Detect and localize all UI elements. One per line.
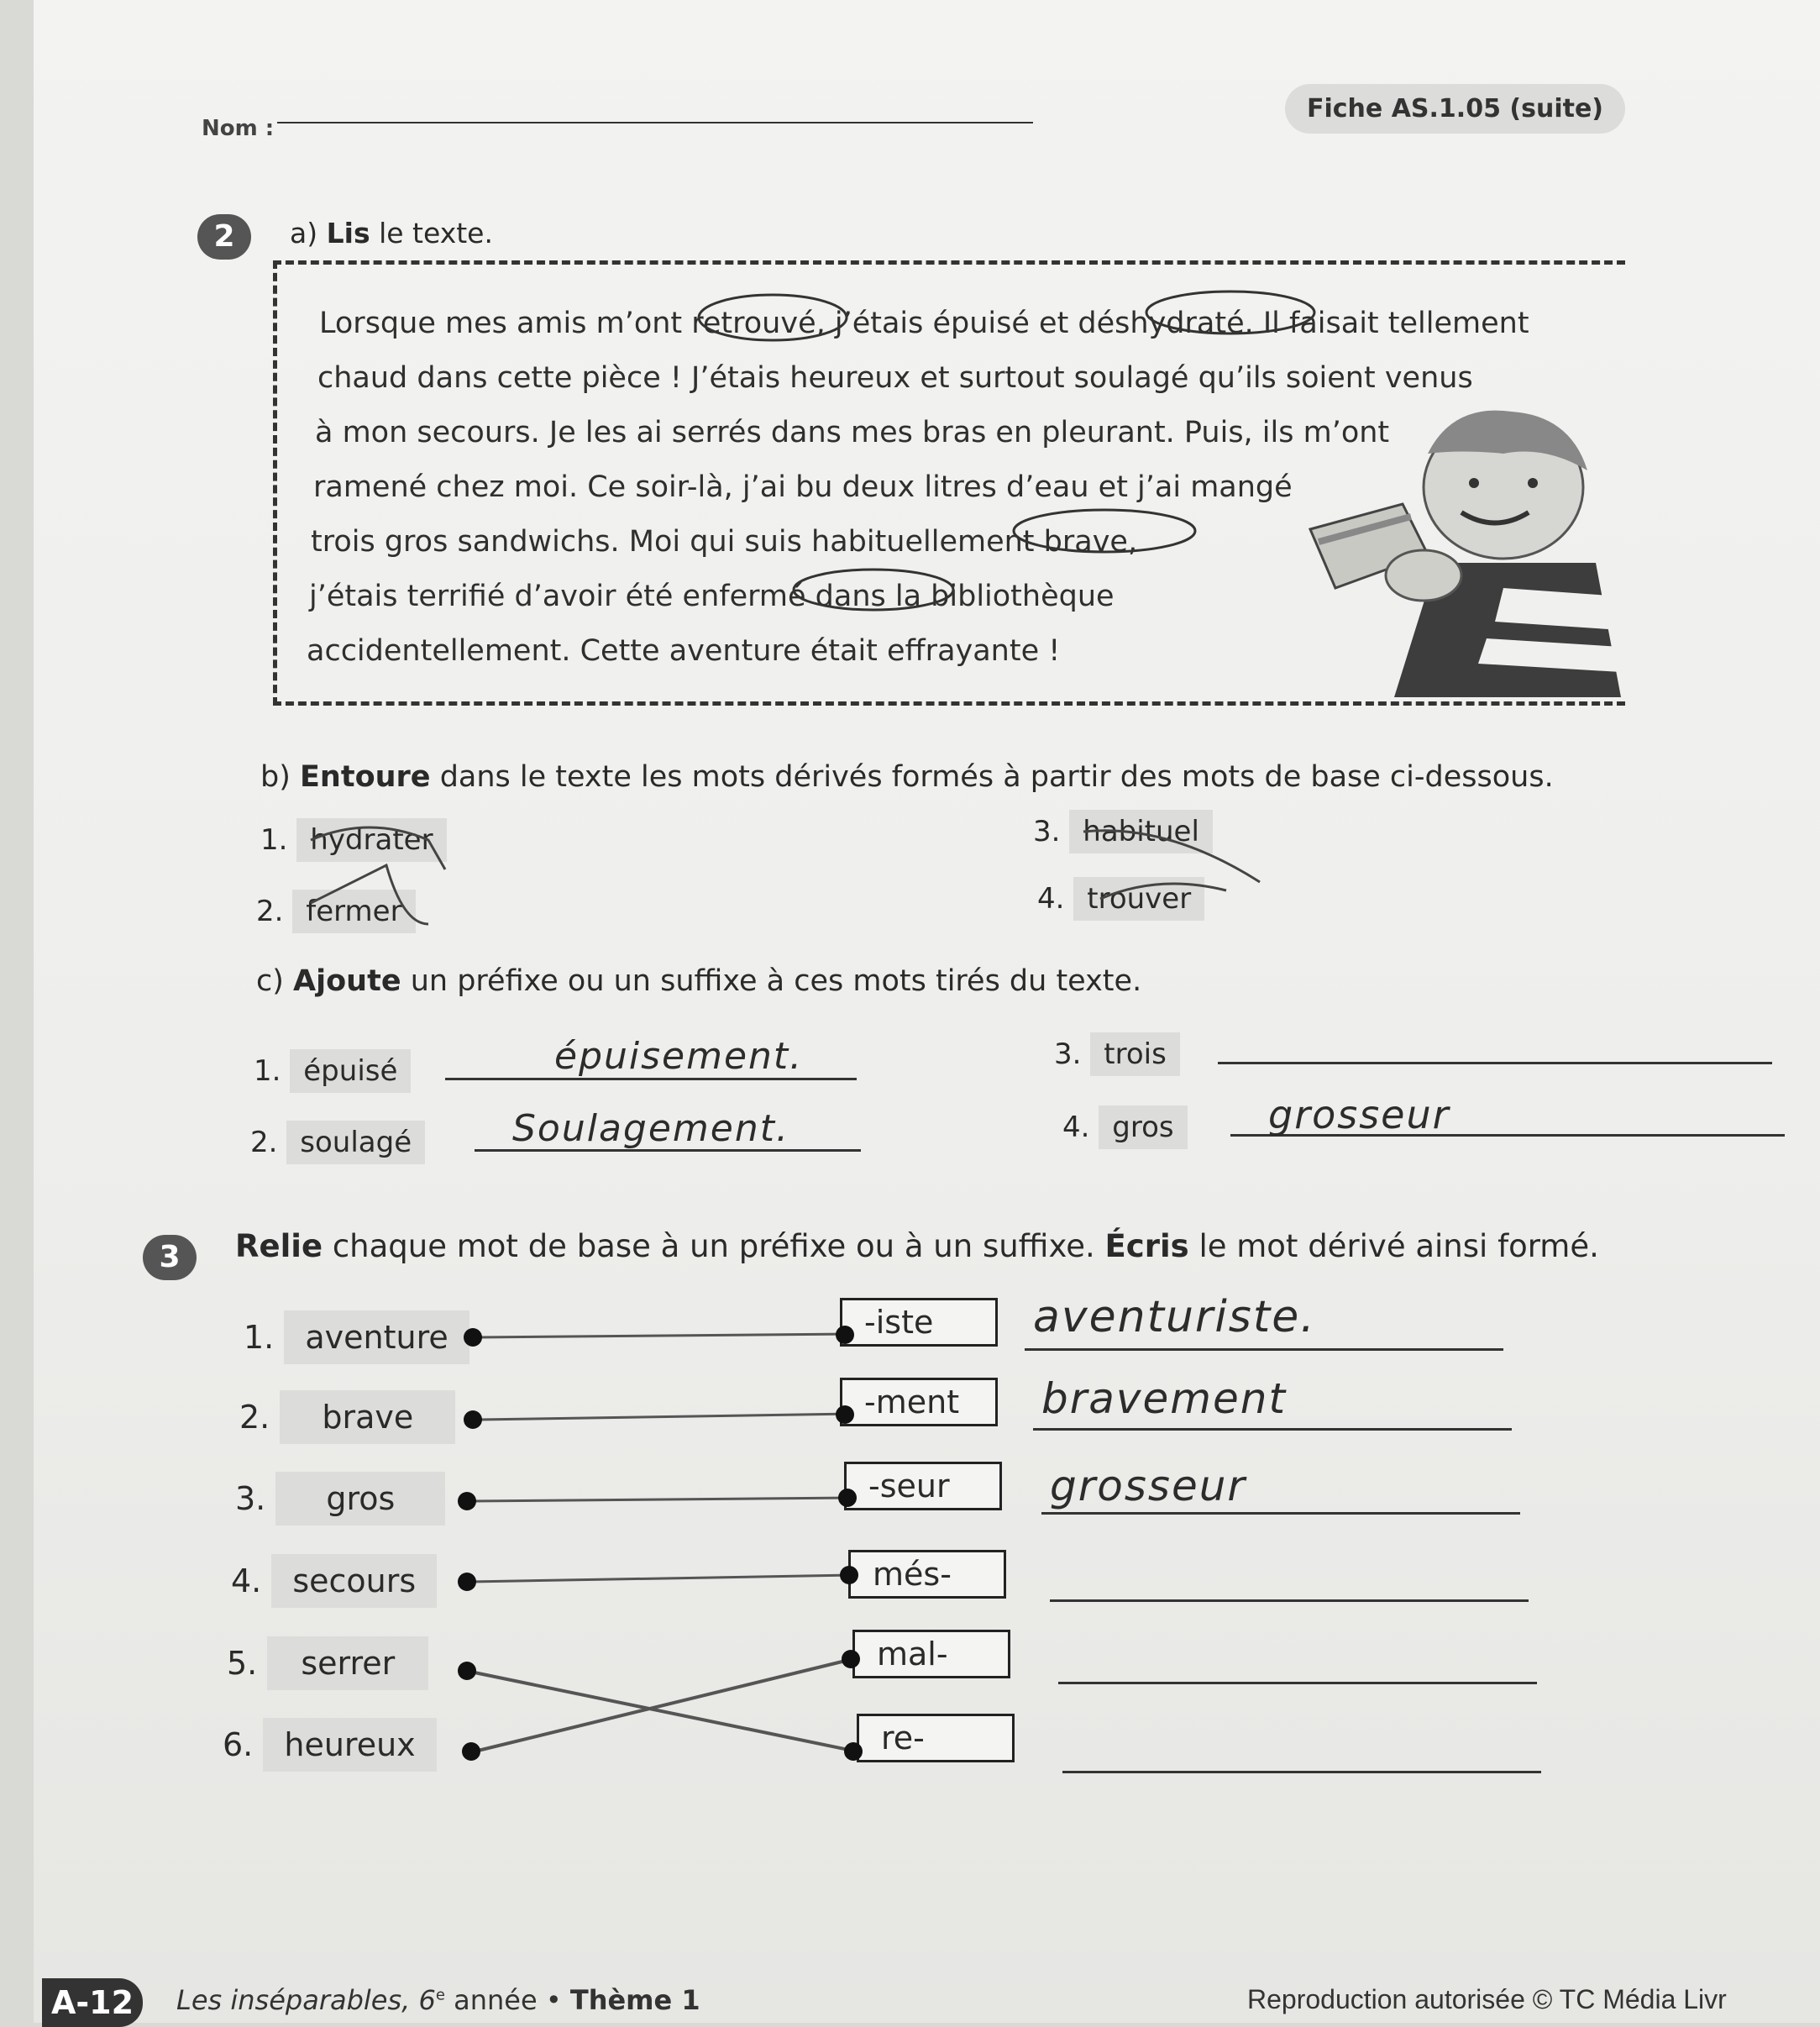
worksheet-page <box>34 0 1820 2023</box>
handwritten-answer-1: épuisement. <box>554 1035 804 1078</box>
book-title <box>176 1984 700 2016</box>
item-number: 1. <box>254 1054 281 1088</box>
text-line-7: accidentellement. Cette aventure était effrayante ! <box>307 634 1061 668</box>
base-word-box: brave <box>280 1390 455 1444</box>
item-word: gros <box>1099 1105 1187 1149</box>
derived-word-answer-3: grosseur <box>1050 1462 1246 1510</box>
connector-dot[interactable] <box>838 1489 857 1507</box>
instruction-3-end: le mot dérivé ainsi formé. <box>1198 1228 1599 1264</box>
text-line-5: trois gros sandwichs. Moi qui suis habituellement brave, <box>311 525 1138 559</box>
book-title-sup: e <box>435 1986 445 2004</box>
row-number: 6. <box>223 1726 254 1763</box>
answer-blank-1[interactable] <box>445 1078 857 1080</box>
row-number: 4. <box>231 1562 262 1599</box>
instruction-2c-verb: Ajoute <box>293 964 401 998</box>
row-number: 3. <box>235 1480 266 1517</box>
base-word-number: 4. <box>1037 882 1065 916</box>
fiche-label: Fiche AS.1.05 (suite) <box>1285 84 1625 134</box>
affix-box-1: -iste <box>840 1298 998 1347</box>
affix-box-4: més- <box>848 1550 1006 1599</box>
book-title-italic: Les inséparables, 6 <box>176 1984 436 2016</box>
pencil-strike-marks <box>34 798 1820 949</box>
text-line-1: Lorsque mes amis m’ont retrouvé, j’étais épuisé et déshydraté. Il faisait tellement <box>319 307 1529 340</box>
derived-word-blank-2[interactable] <box>1033 1428 1512 1431</box>
instruction-2b-verb: Entoure <box>300 760 431 794</box>
text-line-6: j’étais terrifié d’avoir été enfermé dans la bibliothèque <box>309 580 1115 613</box>
instruction-3 <box>235 1228 1599 1264</box>
instruction-2b-rest: dans le texte les mots dérivés formés à partir des mots de base ci-dessous. <box>439 760 1554 794</box>
affix-box-3: -seur <box>844 1462 1002 1510</box>
suffix-item-2 <box>250 1126 425 1159</box>
item-number: 2. <box>250 1126 278 1159</box>
connector-dot[interactable] <box>464 1410 482 1429</box>
base-word: habituel <box>1069 810 1213 853</box>
base-word-number: 1. <box>260 823 288 857</box>
connector-dot[interactable] <box>836 1326 854 1344</box>
instruction-3-mid: chaque mot de base à un préfixe ou à un suffixe. <box>332 1228 1095 1264</box>
instruction-2a-verb: Lis <box>326 217 370 249</box>
connector-dot[interactable] <box>458 1492 476 1510</box>
derived-word-blank-6[interactable] <box>1062 1771 1541 1773</box>
text-line-4: ramené chez moi. Ce soir-là, j’ai bu deux litres d’eau et j’ai mangé <box>313 470 1293 504</box>
base-word-box: serrer <box>267 1636 428 1690</box>
derived-word-blank-5[interactable] <box>1058 1682 1537 1684</box>
page-number-badge: A-12 <box>42 1978 143 2027</box>
handwritten-answer-2: Soulagement. <box>512 1107 789 1150</box>
base-word: trouver <box>1073 877 1204 921</box>
base-word: hydrater <box>296 818 446 862</box>
handwritten-circles <box>34 0 1820 756</box>
item-number: 4. <box>1062 1111 1090 1144</box>
suffix-item-3 <box>1054 1037 1180 1071</box>
derived-word-answer-2: bravement <box>1041 1374 1288 1423</box>
text-line-2: chaud dans cette pièce ! J’étais heureux et surtout soulagé qu’ils soient venus <box>317 361 1473 395</box>
affix-box-5: mal- <box>852 1630 1010 1678</box>
instruction-2c-letter: c) <box>256 964 284 998</box>
connector-dot[interactable] <box>458 1573 476 1591</box>
base-word-number: 2. <box>256 895 284 928</box>
row-number: 2. <box>239 1399 270 1436</box>
exercise-2-badge: 2 <box>197 214 251 260</box>
connector-dot[interactable] <box>462 1742 480 1761</box>
answer-blank-3[interactable] <box>1218 1062 1772 1064</box>
derived-word-blank-1[interactable] <box>1025 1348 1503 1351</box>
instruction-3-verb1: Relie <box>235 1228 323 1264</box>
connector-dot[interactable] <box>842 1650 860 1668</box>
row-number: 5. <box>227 1645 258 1682</box>
connector-dot[interactable] <box>836 1405 854 1424</box>
connector-dot[interactable] <box>844 1742 863 1761</box>
book-title-theme: Thème 1 <box>569 1984 700 2016</box>
derived-word-blank-3[interactable] <box>1041 1512 1520 1515</box>
suffix-item-1 <box>254 1054 411 1088</box>
nom-label: Nom : <box>202 116 275 141</box>
row-number: 1. <box>244 1319 275 1356</box>
instruction-2b-letter: b) <box>260 760 291 794</box>
derived-word-blank-4[interactable] <box>1050 1599 1529 1602</box>
connector-dot[interactable] <box>464 1328 482 1347</box>
suffix-item-4 <box>1062 1111 1188 1144</box>
base-word-box: heureux <box>263 1718 436 1772</box>
instruction-3-verb2: Écris <box>1104 1228 1189 1264</box>
matching-lines <box>34 1260 1820 1806</box>
item-word: soulagé <box>286 1121 425 1164</box>
exercise-3-badge: 3 <box>143 1235 197 1280</box>
base-word-number: 3. <box>1033 815 1061 848</box>
copyright-notice: Reproduction autorisée © TC Média Livr <box>1247 1984 1727 2014</box>
item-word: épuisé <box>290 1049 411 1093</box>
handwritten-answer-4: grosseur <box>1268 1092 1450 1137</box>
instruction-2a-rest: le texte. <box>379 217 493 249</box>
item-number: 3. <box>1054 1037 1082 1071</box>
item-word: trois <box>1090 1032 1180 1076</box>
connector-dot[interactable] <box>458 1662 476 1680</box>
base-word-box: secours <box>271 1554 437 1608</box>
base-word-box: gros <box>275 1472 445 1526</box>
instruction-2b <box>260 760 1554 794</box>
book-title-grade: année • <box>454 1984 562 2016</box>
instruction-2c <box>256 964 1141 998</box>
derived-word-answer-1: aventuriste. <box>1033 1292 1316 1342</box>
text-line-3: à mon secours. Je les ai serrés dans mes bras en pleurant. Puis, ils m’ont <box>315 416 1390 449</box>
base-word: fermer <box>292 890 415 933</box>
instruction-2a-letter: a) <box>290 217 318 249</box>
base-word-box: aventure <box>284 1310 469 1364</box>
affix-box-2: -ment <box>840 1378 998 1426</box>
affix-box-6: re- <box>857 1714 1015 1762</box>
connector-dot[interactable] <box>840 1566 858 1584</box>
instruction-2c-rest: un préfixe ou un suffixe à ces mots tirés du texte. <box>410 964 1142 998</box>
